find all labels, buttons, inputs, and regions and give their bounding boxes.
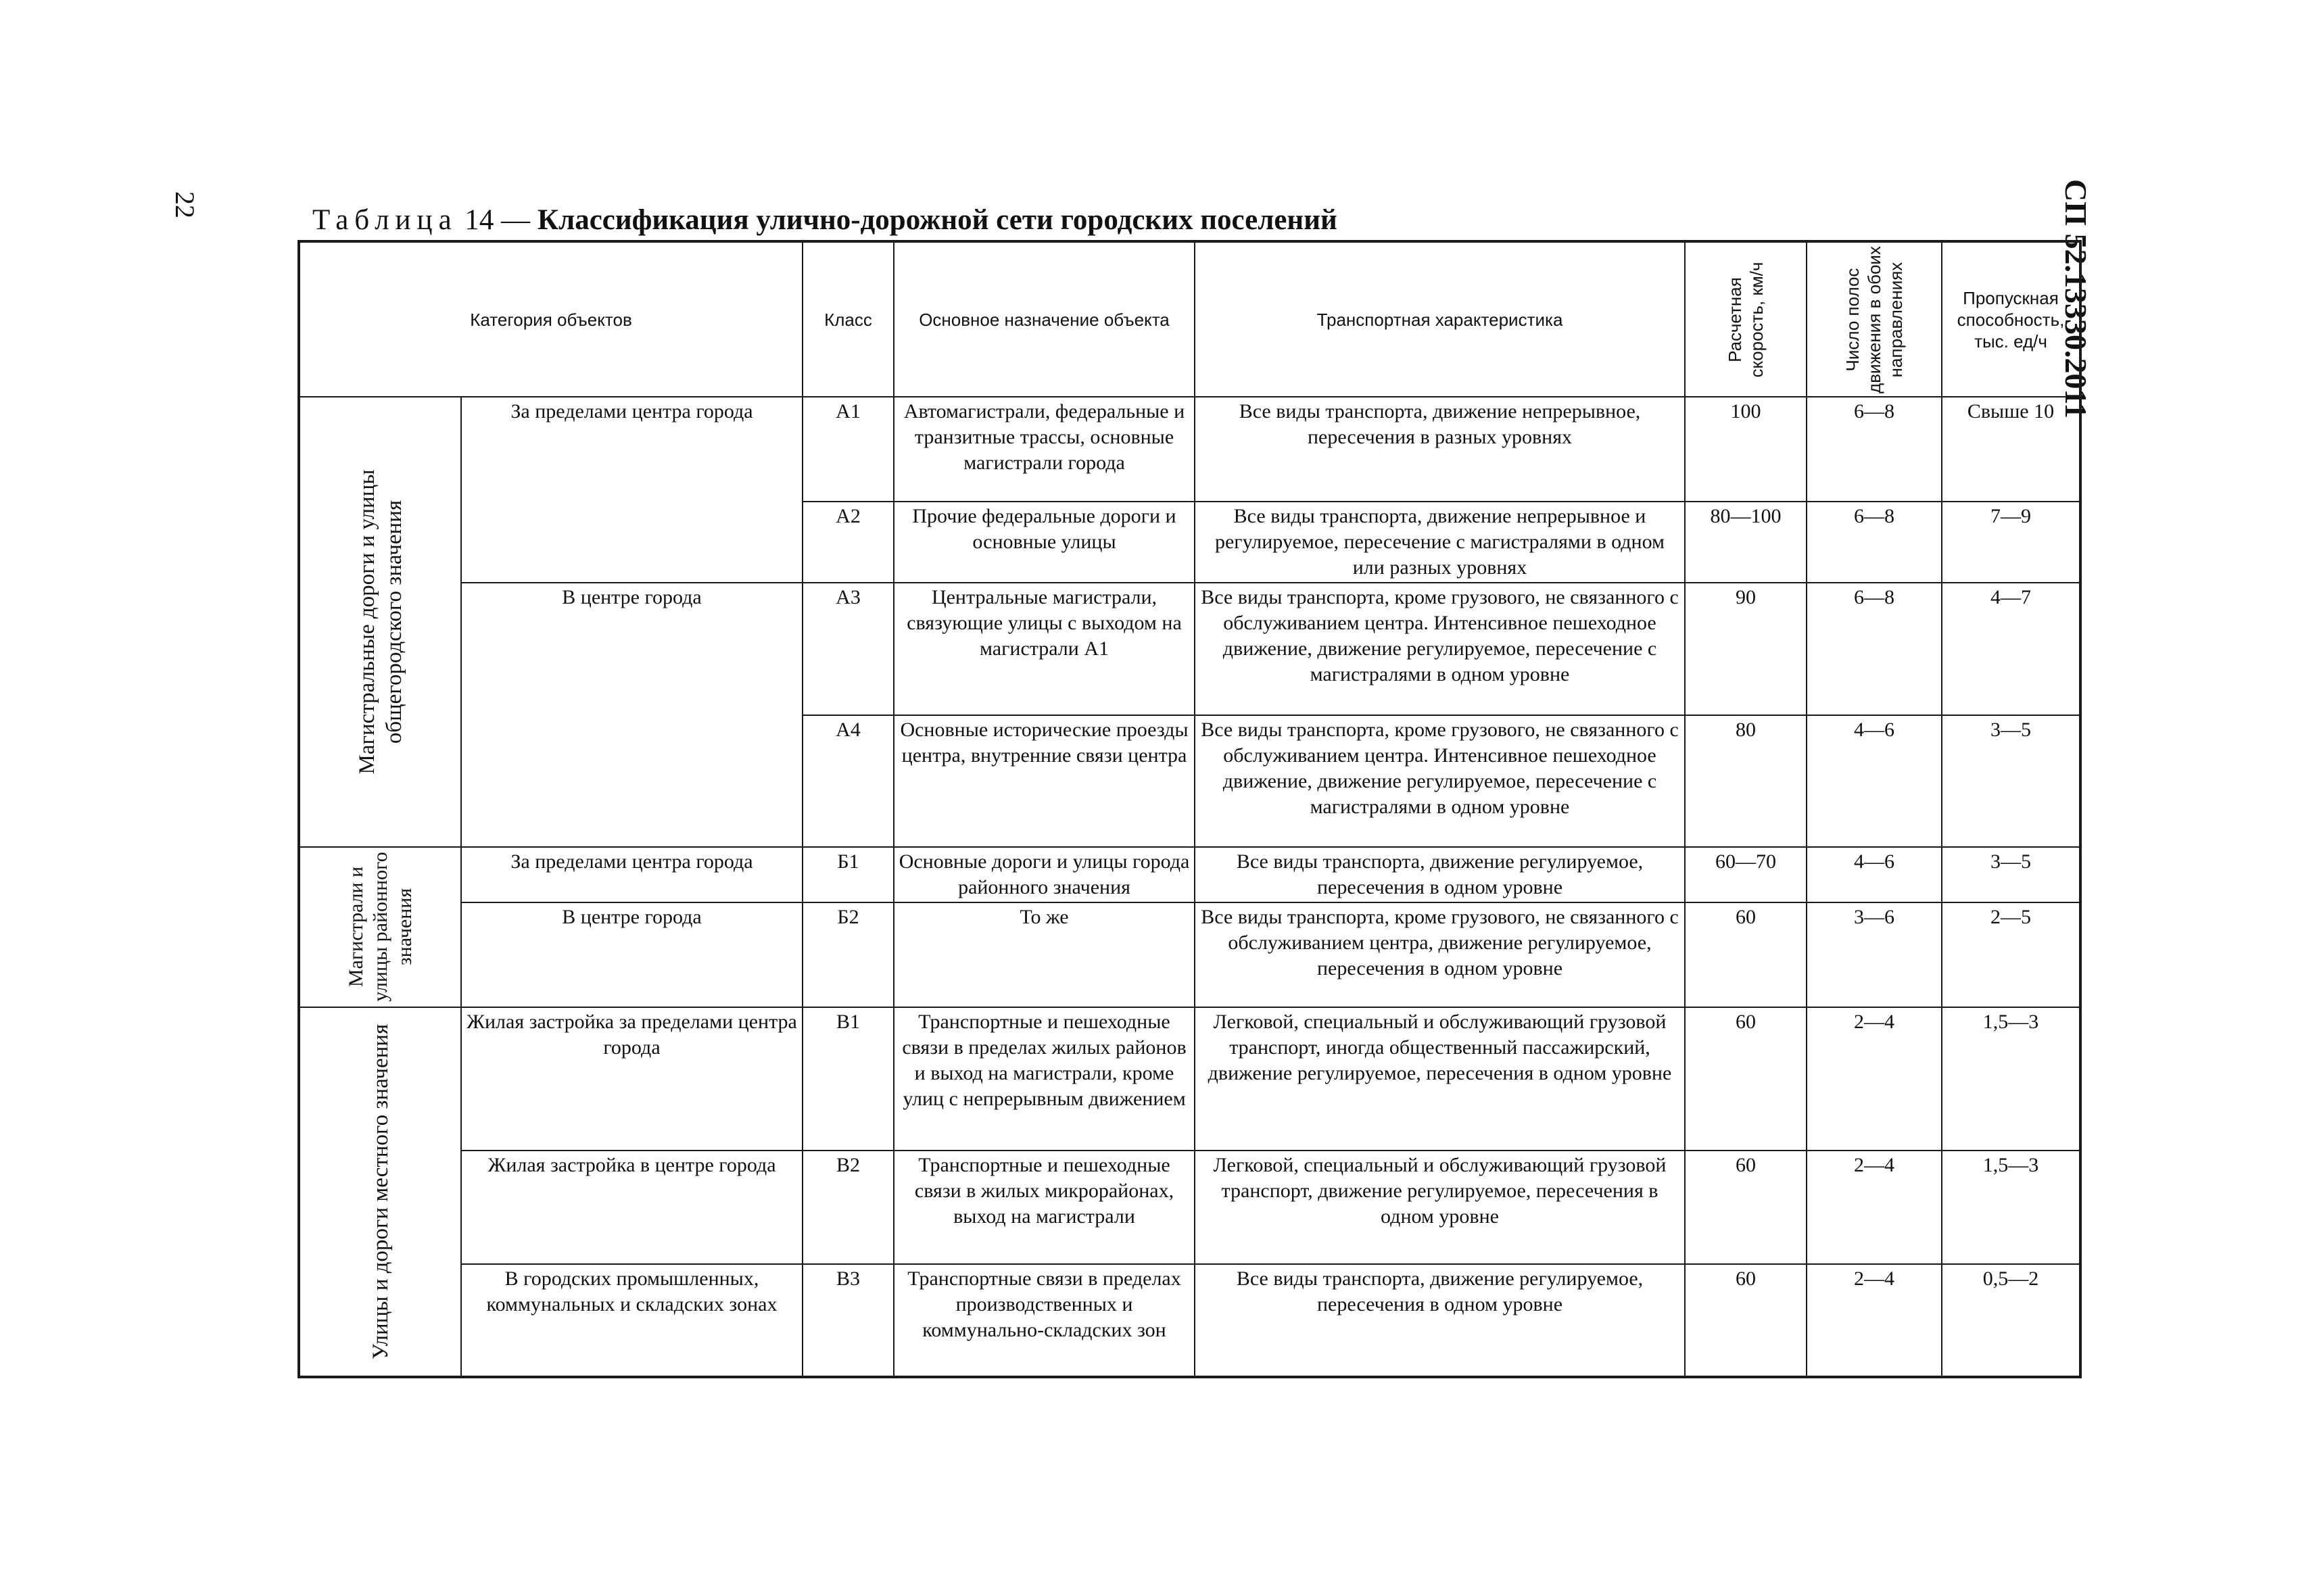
class-cell: А1 [803, 397, 894, 502]
class-cell: В3 [803, 1264, 894, 1377]
purpose-cell: Транспортные и пешеходные связи в пределах жилых районов и выход на магистрали, кроме улиц с непрерывным движением [894, 1007, 1195, 1151]
header-row [299, 241, 2080, 397]
lanes-cell: 4—6 [1807, 715, 1942, 847]
table-caption [312, 203, 1337, 238]
page-number: 22 [170, 191, 200, 218]
transport-cell: Все виды транспорта, движение регулируемое, пересечения в одном уровне [1195, 1264, 1685, 1377]
purpose-cell: Центральные магистрали, связующие улицы с выходом на магистрали А1 [894, 583, 1195, 715]
class-cell: В1 [803, 1007, 894, 1151]
capacity-cell: 0,5—2 [1942, 1264, 2080, 1377]
caption-title: Классификация улично-дорожной сети городских поселений [537, 204, 1337, 236]
caption-number: 14 — [464, 204, 531, 236]
header-capacity: Пропускная способность, тыс. ед/ч [1942, 241, 2080, 397]
transport-cell: Легковой, специальный и обслуживающий грузовой транспорт, движение регулируемое, пересечения в одном уровне [1195, 1151, 1685, 1264]
table-row [299, 1151, 2080, 1264]
table-row [299, 1264, 2080, 1377]
speed-cell: 100 [1685, 397, 1807, 502]
transport-cell: Все виды транспорта, движение непрерывное, пересечения в разных уровнях [1195, 397, 1685, 502]
subgroup-cell: За пределами центра города [461, 847, 803, 902]
speed-cell: 60—70 [1685, 847, 1807, 902]
purpose-cell: То же [894, 902, 1195, 1007]
speed-cell: 60 [1685, 1264, 1807, 1377]
speed-cell: 80—100 [1685, 502, 1807, 583]
transport-cell: Все виды транспорта, движение непрерывное и регулируемое, пересечение с магистралями в одном или разных уровнях [1195, 502, 1685, 583]
lanes-cell: 4—6 [1807, 847, 1942, 902]
transport-cell: Все виды транспорта, кроме грузового, не связанного с обслуживанием центра, движение регулируемое, пересечения в одном уровне [1195, 902, 1685, 1007]
table-row [299, 397, 2080, 502]
table-row [299, 902, 2080, 1007]
capacity-cell: Свыше 10 [1942, 397, 2080, 502]
speed-cell: 60 [1685, 902, 1807, 1007]
purpose-cell: Транспортные и пешеходные связи в жилых микрорайонах, выход на магистрали [894, 1151, 1195, 1264]
transport-cell: Все виды транспорта, движение регулируемое, пересечения в одном уровне [1195, 847, 1685, 902]
group-cell: Улицы и дороги местного значения [299, 1007, 461, 1377]
subgroup-cell: Жилая застройка в центре города [461, 1151, 803, 1264]
header-speed: Расчетная скорость, км/ч [1685, 241, 1807, 397]
group-cell: Магистрали и улицы районного значения [299, 847, 461, 1007]
subgroup-cell: В городских промышленных, коммунальных и складских зонах [461, 1264, 803, 1377]
header-lanes: Число полос движения в обоих направлениях [1807, 241, 1942, 397]
header-class: Класс [803, 241, 894, 397]
class-cell: А3 [803, 583, 894, 715]
class-cell: А2 [803, 502, 894, 583]
header-category: Категория объектов [299, 241, 803, 397]
transport-cell: Все виды транспорта, кроме грузового, не связанного с обслуживанием центра. Интенсивное пешеходное движение, движение регулируемое, пересечение с магистралями в одном уровне [1195, 583, 1685, 715]
table-row [299, 847, 2080, 902]
class-cell: А4 [803, 715, 894, 847]
document-code: СП 52.13330.2011 [2059, 179, 2093, 418]
header-transport: Транспортная характеристика [1195, 241, 1685, 397]
capacity-cell: 3—5 [1942, 715, 2080, 847]
table-row [299, 583, 2080, 715]
purpose-cell: Автомагистрали, федеральные и транзитные трассы, основные магистрали города [894, 397, 1195, 502]
transport-cell: Легковой, специальный и обслуживающий грузовой транспорт, иногда общественный пассажирский, движение регулируемое, пересечения в одном уровне [1195, 1007, 1685, 1151]
purpose-cell: Основные дороги и улицы города районного значения [894, 847, 1195, 902]
lanes-cell: 2—4 [1807, 1151, 1942, 1264]
class-cell: В2 [803, 1151, 894, 1264]
capacity-cell: 3—5 [1942, 847, 2080, 902]
group-cell: Магистральные дороги и улицы общегородского значения [299, 397, 461, 847]
purpose-cell: Транспортные связи в пределах производственных и коммунально-складских зон [894, 1264, 1195, 1377]
lanes-cell: 2—4 [1807, 1264, 1942, 1377]
lanes-cell: 6—8 [1807, 397, 1942, 502]
purpose-cell: Основные исторические проезды центра, внутренние связи центра [894, 715, 1195, 847]
subgroup-cell: Жилая застройка за пределами центра города [461, 1007, 803, 1151]
capacity-cell: 7—9 [1942, 502, 2080, 583]
lanes-cell: 3—6 [1807, 902, 1942, 1007]
capacity-cell: 2—5 [1942, 902, 2080, 1007]
speed-cell: 90 [1685, 583, 1807, 715]
subgroup-cell: В центре города [461, 902, 803, 1007]
class-cell: Б1 [803, 847, 894, 902]
classification-table [297, 240, 2082, 1378]
speed-cell: 60 [1685, 1007, 1807, 1151]
purpose-cell: Прочие федеральные дороги и основные улицы [894, 502, 1195, 583]
lanes-cell: 2—4 [1807, 1007, 1942, 1151]
subgroup-cell: В центре города [461, 583, 803, 847]
capacity-cell: 4—7 [1942, 583, 2080, 715]
transport-cell: Все виды транспорта, кроме грузового, не связанного с обслуживанием центра. Интенсивное пешеходное движение, движение регулируемое, пересечение с магистралями в одном уровне [1195, 715, 1685, 847]
speed-cell: 80 [1685, 715, 1807, 847]
capacity-cell: 1,5—3 [1942, 1007, 2080, 1151]
speed-cell: 60 [1685, 1151, 1807, 1264]
header-purpose: Основное назначение объекта [894, 241, 1195, 397]
capacity-cell: 1,5—3 [1942, 1151, 2080, 1264]
lanes-cell: 6—8 [1807, 502, 1942, 583]
class-cell: Б2 [803, 902, 894, 1007]
lanes-cell: 6—8 [1807, 583, 1942, 715]
table-row [299, 1007, 2080, 1151]
caption-prefix: Таблица [312, 204, 458, 236]
subgroup-cell: За пределами центра города [461, 397, 803, 583]
